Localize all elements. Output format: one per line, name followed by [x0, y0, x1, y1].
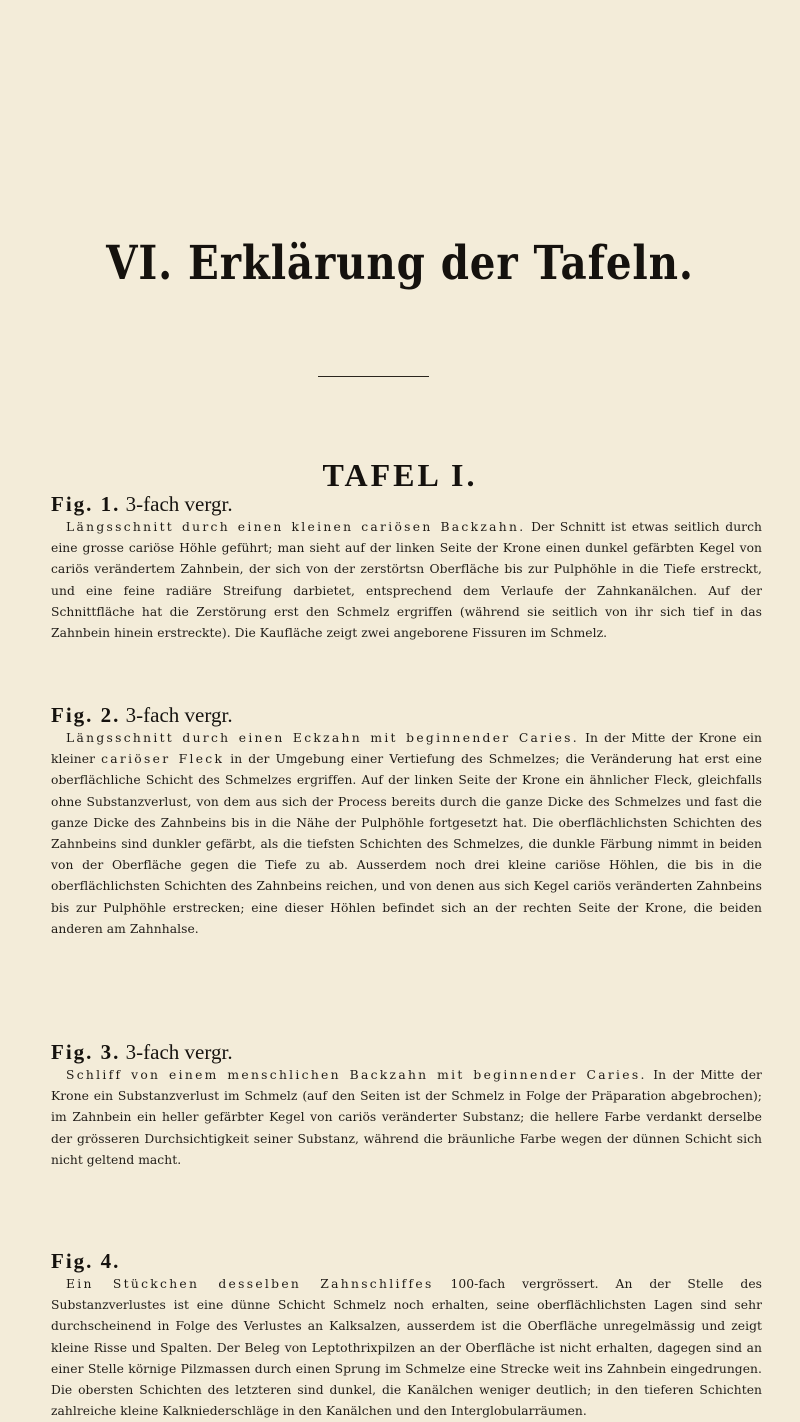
figure-lead: Schliff von einem menschlichen Backzahn mit beginnender Caries. — [66, 1068, 647, 1082]
figure-text: In der Mitte der Krone ein Substanzverlust im Schmelz (auf den Seiten ist der Schmelz in Folge der Präparation abgebrochen); im Zahnbein ein heller gefärbter Kegel von cariös veränderter Substanz; die hellere Farbe verdankt derselbe der grösseren Durchsichtigkeit seiner Substanz, während die bräunliche Farbe wegen der dünnen Schicht sich nicht geltend macht. — [51, 1068, 762, 1167]
title-divider — [318, 376, 429, 377]
figure-entry-2 — [51, 703, 762, 940]
figure-description — [51, 517, 762, 644]
figure-lead: Ein Stückchen desselben Zahnschliffes — [66, 1277, 434, 1291]
figure-lead: Längsschnitt durch einen kleinen cariösen Backzahn. — [66, 520, 526, 534]
figure-label: Fig. 1. — [51, 492, 121, 516]
figure-heading — [51, 492, 762, 517]
figure-emphasis: cariöser Fleck — [101, 752, 225, 767]
figure-magnification: 3-fach vergr. — [125, 1040, 233, 1064]
figure-label: Fig. 3. — [51, 1040, 121, 1064]
plate-title: TAFEL I. — [322, 456, 478, 493]
figure-description — [51, 1274, 762, 1422]
figure-description — [51, 1065, 762, 1171]
figure-description — [51, 728, 762, 940]
figure-magnification: 3-fach vergr. — [125, 703, 233, 727]
figure-text: 100-fach vergrössert. An der Stelle des Substanzverlustes ist eine dünne Schicht Schmelz noch erhalten, seine oberflächlichsten Lagen sind sehr durchscheinend in Folge des Verlustes an Kalksalzen, ausserdem ist die Oberfläche unregelmässig und zeigt kleine Risse und Spalten. Der Beleg von Leptothrixpilzen an der Oberfläche ist nicht erhalten, dagegen sind an einer Stelle körnige Pilzmassen durch einen Sprung im Schmelze eine Strecke weit ins Zahnbein eingedrungen. Die obersten Schichten des letzteren sind dunkel, die Kanälchen weniger deutlich; in den tieferen Schichten zahlreiche kleine Kalkniederschläge in den Kanälchen und den Interglobularräumen. — [51, 1277, 763, 1419]
figure-heading — [51, 1249, 762, 1274]
figure-entry-4 — [51, 1249, 762, 1422]
figure-text: In der Mitte der Krone ein kleiner — [51, 731, 762, 767]
figure-label: Fig. 2. — [51, 703, 121, 727]
chapter-title: VI. Erklärung der Tafeln. — [106, 236, 694, 292]
figure-text-continued: in der Umgebung einer Vertiefung des Schmelzes; die Veränderung hat erst eine oberflächliche Schicht des Schmelzes ergriffen. Auf der linken Seite der Krone ein ähnlicher Fleck, gleichfalls ohne Substanzverlust, von dem aus sich der Process bereits durch die ganze Dicke des Schmelzes und fast die ganze Dicke des Zahnbeins bis in die Nähe der Pulphöhle fortgesetzt hat. Die oberflächlichsten Schichten des Zahnbeins sind dunkler gefärbt, als die tiefsten Schichten des Schmelzes, die dunkle Färbung nimmt in beiden von der Oberfläche gegen die Tiefe zu ab. Ausserdem noch drei kleine cariöse Höhlen, die bis in die oberflächlichsten Schichten des Zahnbeins reichen, und von denen aus sich Kegel cariös veränderten Zahnbeins bis zur Pulphöhle erstrecken; eine dieser Höhlen befindet sich an der rechten Seite der Krone, die beiden anderen am Zahnhalse. — [51, 752, 762, 936]
figure-entry-3 — [51, 1040, 762, 1171]
figure-lead: Längsschnitt durch einen Eckzahn mit beginnender Caries. — [66, 731, 579, 745]
figure-magnification: 3-fach vergr. — [125, 492, 233, 516]
figure-entry-1 — [51, 492, 762, 644]
figure-label: Fig. 4. — [51, 1249, 121, 1273]
figure-text: Der Schnitt ist etwas seitlich durch eine grosse cariöse Höhle geführt; man sieht auf der linken Seite der Krone einen dunkel gefärbten Kegel von cariös verändertem Zahnbein, der sich von der zerstörtsn Oberfläche bis zur Pulphöhle in die Tiefe erstreckt, und eine feine radiäre Streifung darbietet, entsprechend dem Verlaufe der Zahnkanälchen. Auf der Schnittfläche hat die Zerstörung erst den Schmelz ergriffen (während sie seitlich von ihr sich tief in das Zahnbein hinein erstreckte). Die Kaufläche zeigt zwei angeborene Fissuren im Schmelz. — [51, 520, 762, 641]
figure-heading — [51, 703, 762, 728]
figure-heading — [51, 1040, 762, 1065]
